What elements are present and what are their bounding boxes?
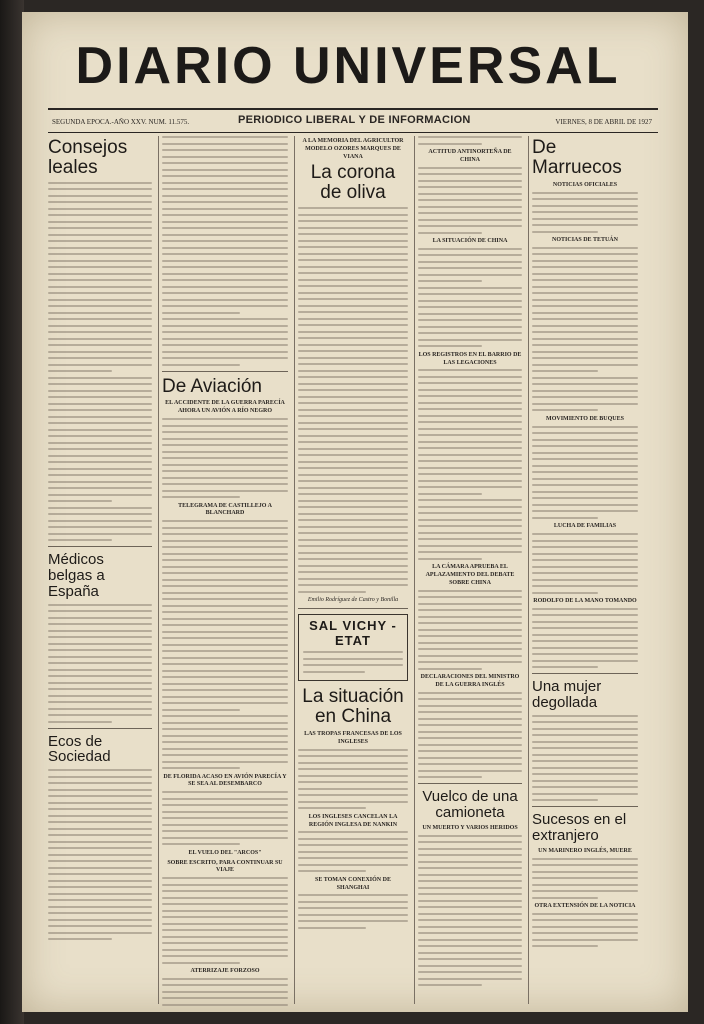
headline-de-aviacion: De Aviación bbox=[162, 375, 262, 397]
article-body bbox=[418, 167, 522, 234]
subheading: DE FLORIDA ACASO EN AVIÓN PARECÍA Y SE SEA AL DESEMBARCO bbox=[163, 773, 287, 788]
headline-corona-de-oliva: La corona de oliva bbox=[310, 162, 396, 204]
section-rule bbox=[48, 728, 152, 729]
article-body bbox=[532, 426, 638, 519]
column-1 bbox=[48, 136, 152, 1006]
article-body bbox=[532, 858, 638, 899]
ad-title: SAL VICHY - ETAT bbox=[309, 618, 397, 649]
article-body bbox=[298, 749, 408, 810]
subheading: A LA MEMORIA DEL AGRICULTOR MODELO OZORES MARQUES DE VIANA bbox=[302, 138, 404, 160]
subheading: ATERRIZAJE FORZOSO bbox=[190, 968, 260, 975]
headline-situacion-china: La situación en China bbox=[302, 686, 404, 728]
headline-mujer-degollada: Una mujer degollada bbox=[532, 678, 602, 712]
issue-date: VIERNES, 8 DE ABRIL DE 1927 bbox=[555, 118, 652, 126]
column-2 bbox=[162, 136, 288, 1006]
subheading: SOBRE ESCRITO, PARA CONTINUAR SU VIAJE bbox=[167, 859, 283, 874]
article-body bbox=[418, 590, 522, 670]
article-body bbox=[532, 247, 638, 412]
newspaper-page bbox=[22, 12, 688, 1012]
subheading: LA CÁMARA APRUEBA EL APLAZAMIENTO DEL DEBATE SOBRE CHINA bbox=[425, 564, 515, 587]
subheading: TELEGRAMA DE CASTILLEJO A BLANCHARD bbox=[178, 502, 272, 517]
article-body bbox=[298, 207, 408, 593]
subheading: NOTICIAS DE TETUÁN bbox=[552, 237, 618, 244]
ad-body bbox=[303, 651, 403, 673]
subheading: DECLARACIONES DEL MINISTRO DE LA GUERRA INGLÉS bbox=[420, 674, 520, 689]
masthead-rule bbox=[48, 108, 658, 110]
headline-consejos-leales: Consejos leales bbox=[48, 137, 128, 178]
column-divider bbox=[414, 136, 415, 1004]
article-body bbox=[418, 287, 522, 348]
subheading: LA SITUACIÓN DE CHINA bbox=[432, 238, 508, 245]
headline-ecos-sociedad: Ecos de Sociedad bbox=[48, 732, 111, 766]
column-divider bbox=[294, 136, 295, 1004]
article-body bbox=[418, 248, 522, 283]
subheading: LOS REGISTROS EN EL BARRIO DE LAS LEGACIONES bbox=[418, 351, 522, 366]
subheading: EL VUELO DEL "ARCOS" bbox=[188, 849, 262, 856]
article-body bbox=[48, 604, 152, 723]
article-body bbox=[532, 192, 638, 233]
article-body bbox=[532, 715, 638, 802]
subheading: RODOLFO DE LA MANO TOMANDO bbox=[533, 598, 637, 605]
article-body bbox=[162, 978, 288, 1006]
edition-info: SEGUNDA EPOCA.-AÑO XXV. NUM. 11.575. bbox=[52, 118, 190, 126]
column-3 bbox=[298, 136, 408, 1006]
subheading: OTRA EXTENSIÓN DE LA NOTICIA bbox=[534, 903, 636, 910]
subheading: NOTICIAS OFICIALES bbox=[552, 181, 618, 188]
article-body bbox=[162, 418, 288, 498]
subheading: UN MARINERO INGLÉS, MUERE bbox=[538, 847, 632, 854]
article-body bbox=[48, 182, 152, 542]
section-rule bbox=[298, 608, 408, 609]
article-body bbox=[298, 831, 408, 872]
article-body bbox=[162, 791, 288, 845]
article-body bbox=[162, 136, 288, 366]
column-divider bbox=[528, 136, 529, 1004]
column-5 bbox=[532, 136, 638, 1006]
article-body bbox=[418, 835, 522, 987]
article-body bbox=[418, 692, 522, 779]
article-signature: Emilio Rodríguez de Castro y Bonilla bbox=[307, 597, 399, 604]
subheader-rule bbox=[48, 132, 658, 133]
headline-de-marruecos: De Marruecos bbox=[532, 137, 622, 178]
article-body bbox=[48, 769, 152, 940]
section-rule bbox=[532, 673, 638, 674]
headline-medicos-belgas: Médicos belgas a España bbox=[48, 551, 105, 600]
subheading: LAS TROPAS FRANCESAS DE LOS INGLESES bbox=[304, 731, 402, 745]
article-body bbox=[532, 533, 638, 594]
headline-vuelco-camioneta: Vuelco de una camioneta bbox=[422, 788, 518, 822]
book-gutter bbox=[0, 0, 24, 1024]
subheading: MOVIMIENTO DE BUQUES bbox=[546, 415, 624, 422]
column-divider bbox=[158, 136, 159, 1004]
advertisement-box bbox=[298, 614, 408, 681]
section-rule bbox=[532, 806, 638, 807]
subheading: LOS INGLESES CANCELAN LA REGIÓN INGLESA DE NANKIN bbox=[308, 813, 398, 828]
headline-sucesos-extranjero: Sucesos en el extranjero bbox=[532, 811, 627, 845]
section-rule bbox=[162, 371, 288, 372]
subheader bbox=[48, 112, 658, 130]
tagline: PERIODICO LIBERAL Y DE INFORMACION bbox=[238, 114, 471, 126]
subheading: ACTITUD ANTINORTEÑA DE CHINA bbox=[428, 149, 512, 163]
column-4 bbox=[418, 136, 522, 1006]
article-body bbox=[162, 877, 288, 964]
article-body bbox=[418, 136, 522, 145]
section-rule bbox=[418, 783, 522, 784]
article-body bbox=[418, 369, 522, 560]
article-body bbox=[298, 894, 408, 929]
article-body bbox=[532, 913, 638, 948]
subheading: LUCHA DE FAMILIAS bbox=[553, 523, 617, 530]
subheading: SE TOMAN CONEXIÓN DE SHANGHAI bbox=[315, 876, 391, 891]
subheading: UN MUERTO Y VARIOS HERIDOS bbox=[422, 824, 518, 831]
article-body bbox=[162, 520, 288, 769]
article-body bbox=[532, 608, 638, 669]
subheading: EL ACCIDENTE DE LA GUERRA PARECÍA AHORA UN AVIÓN A RÍO NEGRO bbox=[165, 400, 285, 415]
section-rule bbox=[48, 546, 152, 547]
masthead-title: DIARIO UNIVERSAL bbox=[75, 37, 621, 95]
